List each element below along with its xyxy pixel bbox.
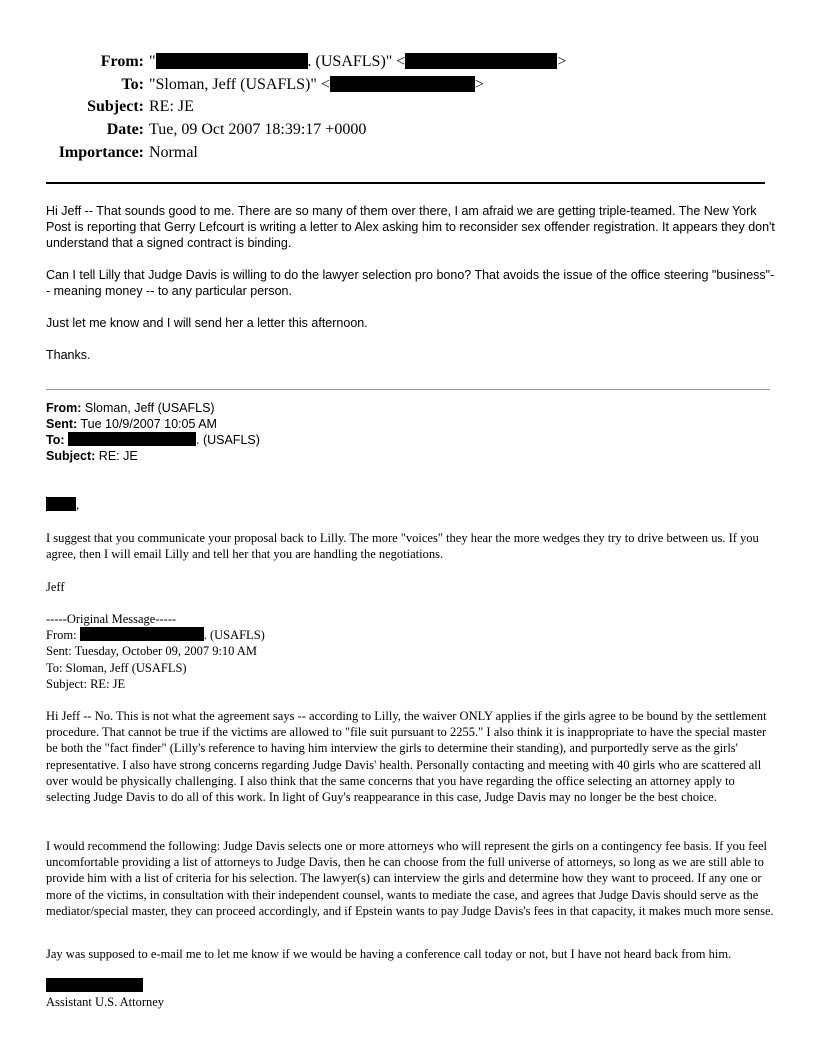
redaction-bar xyxy=(156,53,308,69)
redaction-bar xyxy=(46,978,143,992)
fwd-from-label: From: xyxy=(46,401,82,415)
reply-paragraph: Just let me know and I will send her a letter this afternoon. xyxy=(46,316,368,330)
reply-paragraph: Thanks. xyxy=(46,348,91,362)
signature-name-redacted xyxy=(46,977,774,993)
redaction-bar xyxy=(68,432,196,446)
header-importance-label: Importance: xyxy=(58,144,144,161)
header-to-value: "Sloman, Jeff (USAFLS)" < xyxy=(149,76,330,93)
fwd-from-row xyxy=(46,400,260,416)
original-from-row xyxy=(46,627,774,643)
reply-paragraph: Can I tell Lilly that Judge Davis is willing to do the lawyer selection pro bono? That avoids the issue of the office steering "business"-- meaning money -- to any particular person. xyxy=(46,268,775,298)
fwd-subject-row xyxy=(46,448,260,464)
reply-body xyxy=(46,203,776,379)
header-date-row xyxy=(0,120,816,140)
forwarded-header xyxy=(46,400,260,464)
redaction-bar xyxy=(80,627,204,641)
header-from-suffix: . (USAFLS)" < xyxy=(307,53,406,70)
original-to: To: Sloman, Jeff (USAFLS) xyxy=(46,660,187,675)
signature-title: Assistant U.S. Attorney xyxy=(46,995,165,1009)
jeff-paragraph: I suggest that you communicate your proposal back to Lilly. The more "voices" they hear the more wedges they try to drive between us. If you agree, then I will email Lilly and tell her that you are handling the negotiations. xyxy=(46,531,759,562)
fwd-to-label: To: xyxy=(46,433,65,447)
original-subject: Subject: RE: JE xyxy=(46,676,126,691)
fwd-sent-value: Tue 10/9/2007 10:05 AM xyxy=(80,417,217,431)
header-subject-label: Subject: xyxy=(87,98,144,115)
header-to-label: To: xyxy=(121,76,144,93)
header-divider xyxy=(46,182,765,184)
jeff-message xyxy=(46,530,774,562)
original-sent: Sent: Tuesday, October 09, 2007 9:10 AM xyxy=(46,644,257,659)
fwd-subject-value: RE: JE xyxy=(98,449,138,463)
header-subject-value: RE: JE xyxy=(149,98,194,115)
header-to-close: > xyxy=(474,76,484,93)
redaction-bar xyxy=(405,53,557,69)
header-from-quote: " xyxy=(149,53,156,70)
original-paragraph-2: I would recommend the following: Judge Davis selects one or more attorneys who will represent the girls on a contingency fee basis. If you feel uncomfortable providing a list of attorneys to Judge Davis, then he can choose from the full universe of attorneys, so long as we are still able to provide him with a list of criteria for his selection. The lawyer(s) can interview the girls and determine how they want to proceed. If any one or more of the victims, in consultation with their independent counsel, wants to mediate the case, and agrees that Judge Davis should serve as the mediator/special master, they can proceed accordingly, and if Epstein wants to pay Judge Davis's fees in that capacity, it makes much more sense. xyxy=(46,839,774,918)
header-importance-value: Normal xyxy=(149,144,198,161)
header-subject-row xyxy=(0,97,816,117)
fwd-from-value: Sloman, Jeff (USAFLS) xyxy=(84,401,215,415)
header-to-row xyxy=(0,75,816,95)
reply-paragraph: Hi Jeff -- That sounds good to me. There are so many of them over there, I am afraid we are getting triple-teamed. The New York Post is reporting that Gerry Lefcourt is writing a letter to Alex asking him to reconsider sex offender registration. It appears they don't understand that a signed contract is binding. xyxy=(46,204,775,250)
header-date-value: Tue, 09 Oct 2007 18:39:17 +0000 xyxy=(149,121,367,138)
redaction-bar xyxy=(330,76,475,92)
header-importance-row xyxy=(0,143,816,163)
fwd-subject-label: Subject: xyxy=(46,449,96,463)
original-paragraph-3: Jay was supposed to e-mail me to let me know if we would be having a conference call today or not, but I have not heard back from him. xyxy=(46,947,732,961)
original-from-suffix: . (USAFLS) xyxy=(203,628,265,643)
original-message-header xyxy=(46,611,774,692)
fwd-sent-row xyxy=(46,416,260,432)
header-from-close: > xyxy=(557,53,567,70)
message-divider xyxy=(46,389,770,390)
jeff-signature: Jeff xyxy=(46,580,65,594)
fwd-to-suffix: . (USAFLS) xyxy=(196,433,260,447)
header-date-label: Date: xyxy=(106,121,144,138)
header-from-row xyxy=(0,52,816,72)
redaction-bar xyxy=(46,497,76,511)
original-from-label: From: xyxy=(46,628,77,643)
fwd-sent-label: Sent: xyxy=(46,417,78,431)
greeting-comma: , xyxy=(76,498,80,512)
original-paragraph-1: Hi Jeff -- No. This is not what the agreement says -- according to Lilly, the waiver ONLY applies if the girls agree to be bound by the settlement procedure. That cannot be true if the victims are allowed to "file suit pursuant to 2255." I also think it is inappropriate to have the special master be both the "fact finder" (Lilly's reference to having him interview the girls to determine their standing), and purportedly serve as the girls' representative. I also have strong concerns regarding Judge Davis' health. Personally contacting and meeting with 40 girls who are scattered all over would be physically challenging. I also think that the same concerns that you have regarding the office selecting an attorney apply to selecting Judge Davis to do all of this work. In light of Guy's reappearance in this case, Judge Davis may no longer be the best choice. xyxy=(46,709,767,805)
header-from-label: From: xyxy=(100,53,144,70)
jeff-greeting xyxy=(46,497,774,513)
fwd-to-row xyxy=(46,432,260,448)
original-divider: -----Original Message----- xyxy=(46,612,177,626)
